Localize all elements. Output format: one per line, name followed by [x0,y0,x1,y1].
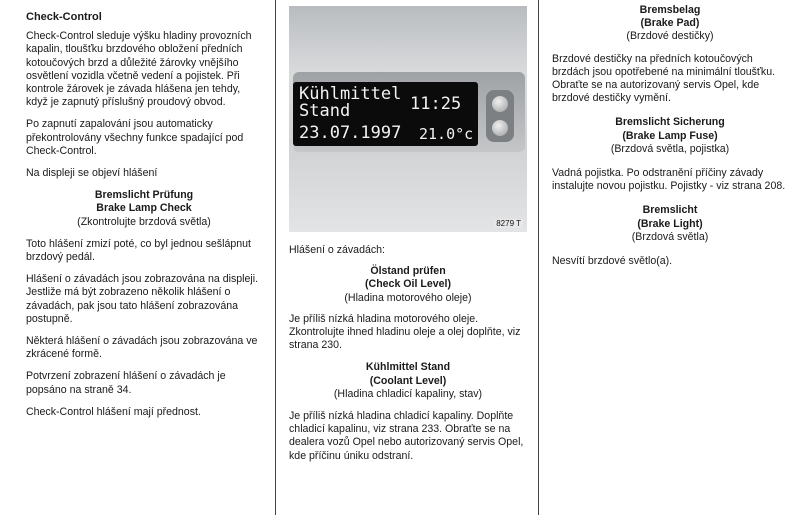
lcd-screen [293,82,478,146]
lcd-line-2: Stand [299,101,351,121]
message-heading-de: Bremslicht [642,204,698,217]
paragraph: Brzdové destičky na předních kotoučových brzdách jsou opotřebené na minimální tloušťku. Obraťte se na autorizovaný servis Opel, kde brzdové destičky vymění. [552,52,776,105]
message-heading-cz: (Hladina chladicí kapaliny, stav) [333,387,483,400]
column-divider [538,0,539,515]
paragraph: Check-Control sleduje výšku hladiny provozních kapalin, tloušťku brzdového obložení předních kotoučových brzd a důležité žárovky vnějšího osvětlení vozidla včetně vedení a pojistek. Při kontrole žárovek je závada hlášena jen tehdy, když je zapnutý příslušný proudový obvod. [26,30,252,109]
display-buttons [486,90,514,142]
paragraph: Nesvítí brzdové světlo(a). [552,255,673,268]
paragraph: Po zapnutí zapalování jsou automaticky překontrolovány všechny funkce spadající pod Check-Control. [26,118,244,157]
message-heading-cz: (Brzdová světla, pojistka) [610,142,730,155]
lcd-temperature: 21.0°c [419,125,474,143]
column-divider [275,0,276,515]
round-button-icon [492,120,508,136]
message-heading-en: (Brake Light) [637,217,703,230]
lcd-time: 11:25 [410,94,462,114]
message-heading-en: (Brake Lamp Fuse) [622,129,718,142]
message-heading-de: Kühlmittel Stand [365,361,451,374]
paragraph: Hlášení o závadách: [289,244,385,256]
message-heading-en: (Coolant Level) [369,374,447,387]
message-heading-cz: (Brzdové destičky) [626,30,714,43]
message-heading-en: Brake Lamp Check [96,202,192,215]
message-heading-en: (Check Oil Level) [365,278,451,291]
paragraph: Na displeji se objeví hlášení [26,167,158,180]
lcd-date: 23.07.1997 [299,123,402,143]
message-heading-cz: (Brzdová světla) [631,230,709,243]
message-heading-cz: (Hladina motorového oleje) [344,291,472,304]
paragraph: Je příliš nízká hladina chladicí kapaliny. Doplňte chladicí kapalinu, viz strana 233. Obraťte se na dealera vozů Opel nebo autorizovaný servis Opel, kde příčinu úniku odstraní. [289,410,524,462]
paragraph: Check-Control hlášení mají přednost. [26,405,201,418]
section-title: Check-Control [26,11,102,23]
message-heading-de: Bremslicht Sicherung [615,116,725,129]
paragraph: Toto hlášení zmizí poté, co byl jednou sešlápnut brzdový pedál. [26,237,251,264]
message-heading-de: Bremslicht Prüfung [94,189,194,202]
paragraph: Je příliš nízká hladina motorového oleje. Zkontrolujte ihned hladinu oleje a olej doplňte, viz strana 230. [289,312,521,352]
display-photo [289,6,527,232]
message-heading-de: Ölstand prüfen [370,265,446,278]
lcd-line-1: Kühlmittel [299,84,402,104]
round-button-icon [492,96,508,112]
message-heading-de: Bremsbelag [639,4,701,16]
paragraph: Vadná pojistka. Po odstranění příčiny závady instalujte novou pojistku. Pojistky - viz strana 208. [552,167,786,193]
column-middle [289,244,527,463]
message-heading-en: (Brake Pad) [640,17,700,30]
paragraph: Hlášení o závadách jsou zobrazována na displeji. Jestliže má být zobrazeno několik hlášení o závadách, pak jsou tato hlášení zobrazována postupně. [26,273,259,325]
figure-code: 8279 T [496,219,521,228]
column-right [552,0,788,268]
message-heading-cz: (Zkontrolujte brzdová světla) [77,215,211,228]
paragraph: Některá hlášení o závadách jsou zobrazována ve zkrácené formě. [26,335,258,361]
column-left [26,0,262,419]
paragraph: Potvrzení zobrazení hlášení o závadách je popsáno na straně 34. [26,370,226,396]
